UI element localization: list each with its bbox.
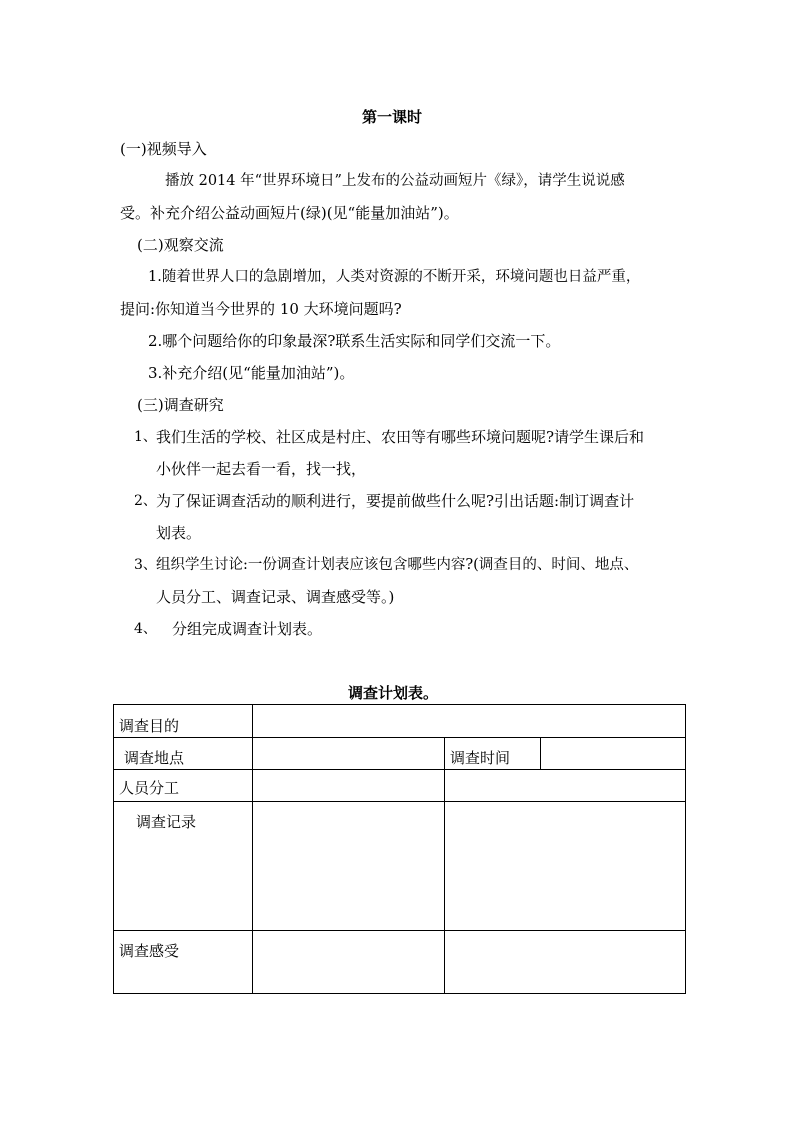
location-value-cell[interactable] bbox=[253, 738, 445, 770]
section-3-title: (三)调查研究 bbox=[137, 396, 224, 414]
table-title: 调查计划表。 bbox=[348, 684, 439, 702]
record-value-cell-1[interactable] bbox=[253, 802, 445, 931]
section-2-item-3: 3.补充介绍(见“能量加油站”)。 bbox=[148, 364, 355, 382]
section-2-item-2: 2.哪个问题给你的印象最深?联系生活实际和同学们交流一下。 bbox=[148, 332, 561, 350]
section-1-title: (一)视频导入 bbox=[120, 140, 207, 158]
staff-label-cell bbox=[114, 770, 253, 802]
section-2-item-1-line-1: 1.随着世界人口的急剧增加，人类对资源的不断开采，环境问题也日益严重， bbox=[148, 269, 641, 285]
section-3-item-4-number: 4、 bbox=[134, 621, 157, 637]
location-label: 调查地点 bbox=[124, 749, 185, 767]
feeling-label: 调查感受 bbox=[119, 942, 180, 960]
section-3-item-1-line-2: 小伙伴一起去看一看，找一找， bbox=[156, 460, 367, 478]
section-2-title: (二)观察交流 bbox=[137, 236, 224, 254]
section-3-item-2-line-1: 为了保证调查活动的顺利进行，要提前做些什么呢?引出话题:制订调查计 bbox=[156, 492, 635, 510]
staff-value-cell-1[interactable] bbox=[253, 770, 445, 802]
section-3-item-4-line-1: 分组完成调查计划表。 bbox=[172, 620, 323, 638]
purpose-label: 调查目的 bbox=[119, 717, 180, 735]
section-2-item-1-line-2: 提问:你知道当今世界的 10 大环境问题吗? bbox=[120, 300, 402, 318]
time-label-cell bbox=[445, 738, 541, 770]
section-3-item-3-line-1: 组织学生讨论:一份调查计划表应该包含哪些内容?(调查目的、时间、地点、 bbox=[156, 557, 639, 573]
section-1-paragraph-line-1: 播放 2014 年“世界环境日”上发布的公益动画短片《绿》，请学生说说感 bbox=[165, 173, 625, 189]
survey-plan-table bbox=[113, 704, 686, 994]
time-label: 调查时间 bbox=[450, 749, 511, 767]
section-3-item-3-number: 3、 bbox=[134, 557, 157, 573]
section-3-item-1-line-1: 我们生活的学校、社区成是村庄、农田等有哪些环境问题呢?请学生课后和 bbox=[156, 428, 645, 446]
purpose-label-cell bbox=[114, 705, 253, 738]
record-label: 调查记录 bbox=[136, 813, 197, 831]
section-3-item-1-number: 1、 bbox=[134, 429, 157, 445]
section-3-item-2-line-2: 划表。 bbox=[156, 524, 202, 542]
location-label-cell bbox=[114, 738, 253, 770]
staff-value-cell-2[interactable] bbox=[445, 770, 686, 802]
feeling-value-cell-2[interactable] bbox=[445, 931, 686, 994]
section-3-item-2-number: 2、 bbox=[134, 493, 157, 509]
feeling-label-cell bbox=[114, 931, 253, 994]
page-title: 第一课时 bbox=[362, 108, 423, 126]
purpose-value-cell[interactable] bbox=[253, 705, 686, 738]
feeling-value-cell-1[interactable] bbox=[253, 931, 445, 994]
time-value-cell[interactable] bbox=[541, 738, 686, 770]
staff-label: 人员分工 bbox=[119, 779, 180, 797]
record-value-cell-2[interactable] bbox=[445, 802, 686, 931]
section-3-item-3-line-2: 人员分工、调查记录、调查感受等。) bbox=[156, 588, 395, 606]
section-1-paragraph-line-2: 受。补充介绍公益动画短片(绿)(见“能量加油站”)。 bbox=[120, 204, 459, 222]
record-label-cell bbox=[114, 802, 253, 931]
